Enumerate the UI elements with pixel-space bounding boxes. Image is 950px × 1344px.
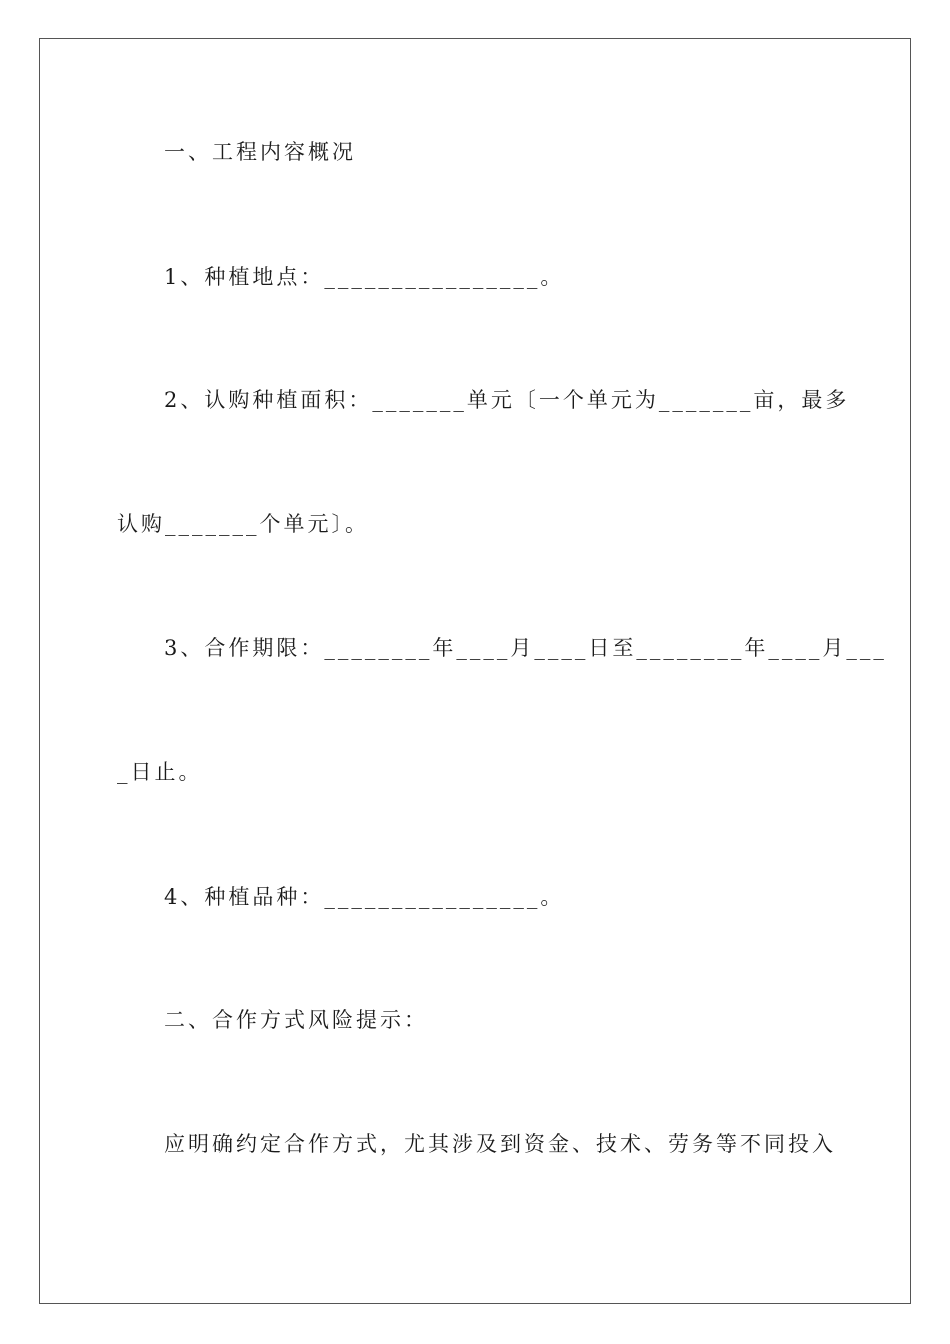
section-heading-project-overview: 一、工程内容概况: [164, 140, 356, 164]
item-subscription-area-line2: 认购_______个单元〕。: [117, 512, 369, 536]
item-planting-location: 1、种植地点：________________。: [164, 265, 565, 289]
section-heading-cooperation-risk: 二、合作方式风险提示：: [164, 1008, 428, 1032]
item-cooperation-period-line1: 3、合作期限：________年____月____日至________年____月___: [164, 636, 887, 660]
item-planting-variety: 4、种植品种：________________。: [164, 885, 565, 909]
item-subscription-area-line1: 2、认购种植面积：_______单元〔一个单元为_______亩，最多: [164, 388, 850, 412]
paragraph-cooperation-method: 应明确约定合作方式，尤其涉及到资金、技术、劳务等不同投入: [164, 1132, 836, 1156]
page-border: [39, 38, 911, 1304]
item-cooperation-period-line2: _日止。: [117, 760, 203, 784]
